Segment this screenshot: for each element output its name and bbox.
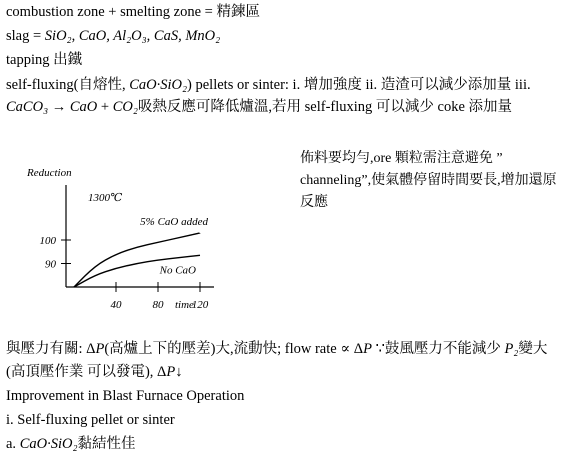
item-a-suffix: 黏結性佳 (77, 436, 136, 452)
series-line-0 (74, 233, 200, 287)
self-fluxing-a: self-fluxing(自熔性, (6, 77, 130, 93)
line-slag (6, 27, 220, 45)
pressure-e: ∵鼓風壓力不能減少 (371, 341, 505, 357)
pressure-p2-sub: P₂ (504, 341, 519, 357)
series-label-1: No CaO (159, 264, 196, 277)
cao-formula: CaO (69, 99, 98, 115)
x-tick-label-1: 80 (152, 299, 164, 311)
self-fluxing-i: 吸熱反應可降低爐溫,若用 self-fluxing 可以減少 coke 添加量 (137, 99, 513, 115)
slag-prefix: slag = (6, 28, 45, 44)
pressure-p2: P (363, 341, 372, 357)
line-combustion: combustion zone + smelting zone = 精鍊區 (6, 4, 260, 20)
improvement-heading: Improvement in Blast Furnace Operation (6, 388, 245, 404)
caco3-formula: CaCO₃ (6, 99, 49, 115)
chart-xlabel: time (175, 299, 194, 311)
y-tick-label-0: 90 (45, 258, 56, 271)
x-tick-label-2: 120 (191, 299, 209, 311)
improvement-item-a (6, 435, 136, 453)
slag-formula: SiO₂, CaO, Al₂O₃, CaS, MnO₂ (44, 28, 221, 44)
item-a-prefix: a. (6, 436, 20, 452)
item-a-formula: CaO·SiO₂ (19, 436, 78, 452)
pressure-p1: P (95, 341, 105, 357)
pressure-p3: P (166, 364, 176, 380)
self-fluxing-formula: CaO·SiO₂ (129, 77, 188, 93)
self-fluxing-c: ) pellets or sinter: i. 增加強度 ii. 造渣可以減少添加量 iii. (187, 77, 531, 93)
paragraph-self-fluxing (6, 74, 558, 118)
pressure-down-arrow: ↓ (175, 364, 183, 380)
plus-sign: + (97, 99, 113, 115)
series-label-0: 5% CaO added (140, 215, 208, 228)
improvement-item-i: i. Self-fluxing pellet or sinter (6, 412, 175, 428)
y-tick-label-1: 100 (39, 235, 56, 247)
reduction-chart (22, 165, 230, 315)
chart-ylabel: Reduction (27, 167, 72, 179)
reaction-arrow: → (48, 99, 70, 115)
line-tapping: tapping 出鐵 (6, 52, 83, 68)
pressure-g: 變大(高頂壓作業 可以發電), Δ (6, 341, 548, 380)
paragraph-pressure (6, 338, 558, 384)
x-tick-label-0: 40 (110, 299, 122, 311)
pressure-a: 與壓力有關: Δ (6, 341, 96, 357)
pressure-c: (高爐上下的壓差)大,流動快; flow rate ∝ Δ (104, 341, 364, 357)
chart-annotation-temperature: 1300℃ (88, 192, 123, 204)
co2-formula: CO₂ (112, 99, 138, 115)
burden-distribution-note: 佈料要均勻,ore 顆粒需注意避免 ” channeling”,使氣體停留時間要長,增加還原反應 (300, 151, 557, 210)
